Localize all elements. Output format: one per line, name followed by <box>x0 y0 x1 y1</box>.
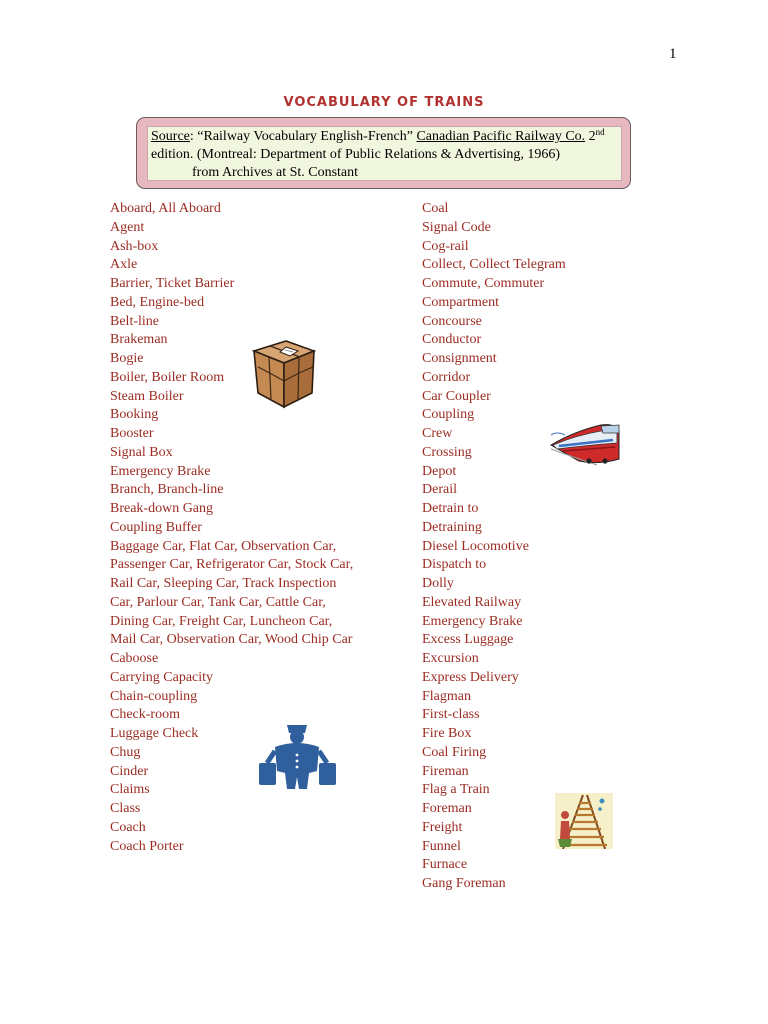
right-vocabulary-term: Diesel Locomotive <box>422 538 529 554</box>
left-vocabulary-term: Signal Box <box>110 444 173 460</box>
right-vocabulary-term: Consignment <box>422 351 497 366</box>
left-vocabulary-term: Passenger Car, Refrigerator Car, Stock Car, <box>110 557 354 573</box>
source-publisher: Canadian Pacific Railway Co. <box>416 129 586 144</box>
left-vocabulary-term: Claims <box>110 782 150 798</box>
source-line-1 <box>151 128 618 146</box>
left-vocabulary-term: Caboose <box>110 651 159 666</box>
left-vocabulary-term: Bogie <box>110 351 144 366</box>
left-vocabulary-term: Boiler, Boiler Room <box>110 369 225 385</box>
right-vocabulary-term: Excursion <box>422 651 479 666</box>
left-vocabulary-term: Class <box>110 801 141 816</box>
right-vocabulary-term: Collect, Collect Telegram <box>422 257 566 273</box>
right-vocabulary-term: Derail <box>422 482 457 498</box>
right-vocabulary-term: Depot <box>422 463 457 479</box>
left-vocabulary-term: Coach <box>110 819 146 835</box>
left-vocabulary-term: Mail Car, Observation Car, Wood Chip Car <box>110 632 353 648</box>
right-vocabulary-term: Corridor <box>422 369 471 385</box>
right-vocabulary-term: Freight <box>422 819 463 835</box>
left-vocabulary-term: Barrier, Ticket Barrier <box>110 276 235 291</box>
left-vocabulary-term: Luggage Check <box>110 726 199 741</box>
right-vocabulary-term: Express Delivery <box>422 669 519 685</box>
railroad-track-icon <box>555 793 613 849</box>
source-citation <box>147 126 622 181</box>
left-vocabulary-term: Booking <box>110 407 159 423</box>
right-vocabulary-term: Commute, Commuter <box>422 276 545 291</box>
source-box <box>136 117 631 189</box>
right-vocabulary-term: Coal Firing <box>422 744 487 760</box>
right-vocabulary-term: Fire Box <box>422 726 472 741</box>
left-vocabulary-term: Carrying Capacity <box>110 669 214 685</box>
left-vocabulary-term: Brakeman <box>110 332 168 348</box>
right-vocabulary-term: Gang Foreman <box>422 876 506 891</box>
left-vocabulary-term: Baggage Car, Flat Car, Observation Car, <box>110 538 337 554</box>
source-edition-number: 2 <box>585 129 596 144</box>
right-vocabulary-term: First-class <box>422 707 480 723</box>
left-vocabulary-term: Ash-box <box>110 238 159 254</box>
source-colon: : <box>189 129 194 144</box>
left-vocabulary-term: Break-down Gang <box>110 501 214 516</box>
right-vocabulary-term: Concourse <box>422 313 482 329</box>
left-vocabulary-term: Steam Boiler <box>110 388 184 404</box>
source-line-2: edition. (Montreal: Department of Public Relations & Advertising, 1966) <box>151 147 561 162</box>
right-vocabulary-term: Emergency Brake <box>422 613 523 629</box>
page-title <box>0 95 768 110</box>
right-vocabulary-term: Signal Code <box>422 219 491 235</box>
right-vocabulary-term: Dispatch to <box>422 557 487 573</box>
page-number: 1 <box>669 46 677 62</box>
left-vocabulary-term: Branch, Branch-line <box>110 482 224 498</box>
parcel-icon <box>250 337 318 411</box>
right-vocabulary-term: Dolly <box>422 576 454 591</box>
right-vocabulary-term: Cog-rail <box>422 238 469 254</box>
right-vocabulary-term: Coal <box>422 201 449 216</box>
right-vocabulary-term: Foreman <box>422 801 472 816</box>
left-vocabulary-term: Coupling Buffer <box>110 519 202 535</box>
left-vocabulary-term: Agent <box>110 219 145 235</box>
right-vocabulary-term: Excess Luggage <box>422 632 514 648</box>
right-vocabulary-term: Flag a Train <box>422 782 490 798</box>
source-quote: “Railway Vocabulary English-French” <box>193 129 417 144</box>
left-vocabulary-term: Bed, Engine-bed <box>110 294 205 310</box>
right-vocabulary-term: Fireman <box>422 763 469 779</box>
right-vocabulary-term: Crew <box>422 426 453 441</box>
vocabulary-list-right <box>422 200 566 894</box>
porter-icon <box>257 723 339 791</box>
right-vocabulary-term: Furnace <box>422 857 468 873</box>
left-vocabulary-term: Aboard, All Aboard <box>110 201 221 216</box>
right-vocabulary-term: Crossing <box>422 444 472 460</box>
left-vocabulary-term: Coach Porter <box>110 838 184 854</box>
left-vocabulary-term: Rail Car, Sleeping Car, Track Inspection <box>110 576 337 591</box>
right-vocabulary-term: Conductor <box>422 332 482 348</box>
right-vocabulary-term: Coupling <box>422 407 475 423</box>
left-vocabulary-term: Chain-coupling <box>110 688 198 704</box>
right-vocabulary-term: Funnel <box>422 838 461 854</box>
left-vocabulary-term: Axle <box>110 257 138 273</box>
right-vocabulary-term: Detrain to <box>422 501 479 516</box>
right-vocabulary-term: Compartment <box>422 294 499 310</box>
left-vocabulary-term: Cinder <box>110 763 149 779</box>
right-vocabulary-term: Flagman <box>422 688 471 704</box>
left-vocabulary-term: Car, Parlour Car, Tank Car, Cattle Car, <box>110 594 326 610</box>
right-vocabulary-term: Detraining <box>422 519 482 535</box>
left-vocabulary-term: Belt-line <box>110 313 159 329</box>
source-line-3: from Archives at St. Constant <box>192 165 359 180</box>
right-vocabulary-term: Car Coupler <box>422 388 491 404</box>
left-vocabulary-term: Booster <box>110 426 154 441</box>
page-title-text: VOCABULARY OF TRAINS <box>283 95 485 110</box>
left-vocabulary-term: Chug <box>110 744 141 760</box>
left-vocabulary-term: Check-room <box>110 707 180 723</box>
source-edition-suffix: nd <box>595 127 605 137</box>
source-label: Source <box>151 129 190 144</box>
train-icon <box>549 421 621 469</box>
left-vocabulary-term: Emergency Brake <box>110 463 211 479</box>
left-vocabulary-term: Dining Car, Freight Car, Luncheon Car, <box>110 613 333 629</box>
right-vocabulary-term: Elevated Railway <box>422 594 522 610</box>
